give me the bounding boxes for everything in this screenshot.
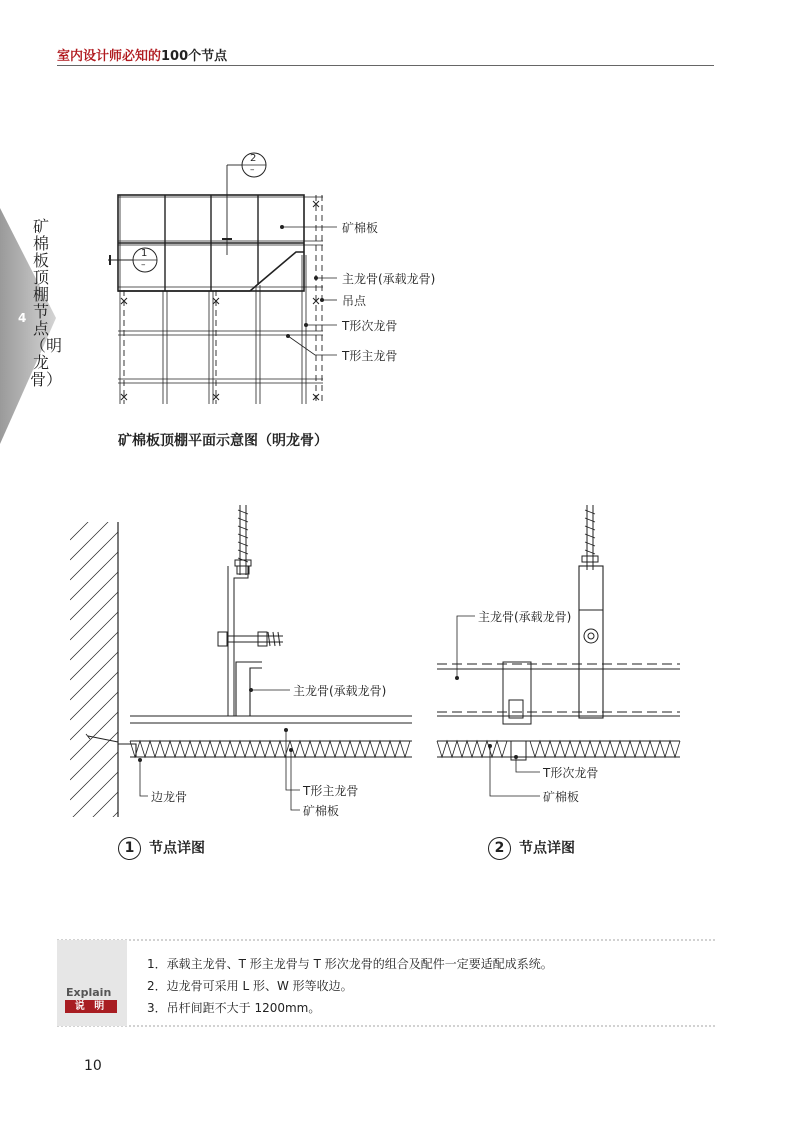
explain-box [57,940,715,1026]
d1-label-panel: 矿棉板 [303,804,340,818]
detail-2 [437,505,680,796]
explain-en: Explain [66,986,112,999]
d2-label-panel: 矿棉板 [543,790,580,804]
label-main-runner: 主龙骨(承载龙骨) [342,272,436,286]
plan-caption: 矿棉板顶棚平面示意图（明龙骨） [118,433,328,449]
page-number: 10 [84,1058,102,1074]
d1-label-main-runner: 主龙骨(承载龙骨) [293,684,387,698]
explain-line-3: 3．吊杆间距不大于 1200mm。 [147,1001,321,1015]
chapter-number: 4 [18,311,27,325]
detail-2-caption [488,837,575,860]
callout-2-sheet: – [250,165,255,175]
side-tab-text: 矿棉板顶棚节点（明龙骨） [30,217,63,389]
d2-label-t-cross: T形次龙骨 [543,766,599,780]
header-title-number: 100 [161,49,189,64]
label-t-cross: T形次龙骨 [342,319,398,333]
explain-line-2: 2．边龙骨可采用 L 形、W 形等收边。 [147,979,353,993]
d1-label-edge: 边龙骨 [151,790,188,804]
label-t-main: T形主龙骨 [342,349,398,363]
plan-view [108,153,337,404]
header-title-prefix: 室内设计师必知的 [57,49,162,64]
detail-1-caption [118,837,205,860]
detail-1-number: 1 [118,837,141,860]
label-panel: 矿棉板 [342,221,379,235]
callout-2-number: 2 [250,153,257,164]
detail-2-number: 2 [488,837,511,860]
explain-line-1: 1．承载主龙骨、T 形主龙骨与 T 形次龙骨的组合及配件一定要适配成系统。 [147,957,553,971]
detail-1 [70,492,412,860]
callout-1-sheet: – [141,260,146,270]
explain-label-panel [57,940,127,1026]
explain-cn: 说 明 [65,1000,117,1013]
detail-2-caption-text: 节点详图 [519,840,575,857]
d2-label-main-runner: 主龙骨(承载龙骨) [478,610,572,624]
d1-label-t-main: T形主龙骨 [303,784,359,798]
header-title-suffix: 个节点 [188,49,228,64]
callout-1-number: 1 [141,248,148,259]
detail-1-caption-text: 节点详图 [149,840,205,857]
label-hanger: 吊点 [342,294,367,308]
